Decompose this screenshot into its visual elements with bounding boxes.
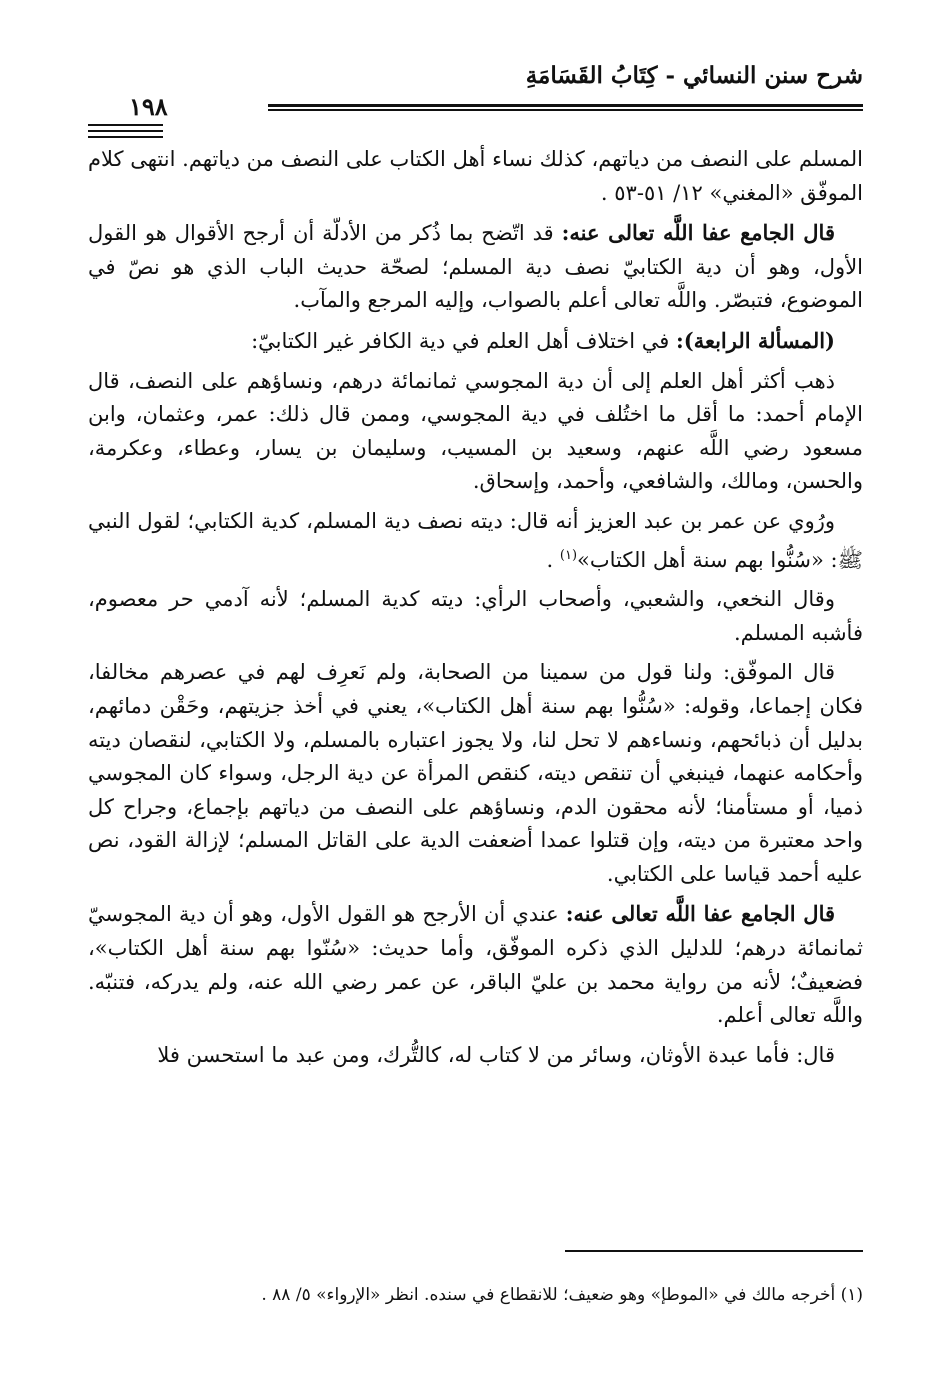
paragraph-3 [88, 324, 863, 359]
paragraph-8-text: عندي أن الأرجح هو القول الأول، وهو أن دية المجوسيّ ثمانمائة درهم؛ للدليل الذي ذكره الموفّق، وأما حديث: «سُنّوا بهم سنة أهل الكتاب»، فضعيفٌ؛ لأنه من رواية محمد بن عليّ الباقر، عن عمر رضي الله عنه، ولم يدركه، فتنبّه. واللَّه تعالى أعلم. [88, 902, 863, 1028]
footnote: (١) أخرجه مالك في «الموطإ» وهو ضعيف؛ للانقطاع في سنده. انظر «الإرواء» ٥/ ٨٨ . [261, 1285, 863, 1305]
paragraph-9: قال: فأما عبدة الأوثان، وسائر من لا كتاب له، كالتُّرك، ومن عبد ما استحسن فلا [157, 1042, 835, 1067]
paragraph-3-text: في اختلاف أهل العلم في دية الكافر غير الكتابيّ: [251, 328, 676, 353]
paragraph-4: ذهب أكثر أهل العلم إلى أن دية المجوسي ثمانمائة درهم، ونساؤهم على النصف، قال الإمام أحمد: ما أقل ما اختُلف في دية المجوسي، وممن قال ذلك: عمر، وعثمان، وابن مسعود رضي اللَّه عنهم، وسعيد بن المسيب، وسليمان بن يسار، وعطاء، وعكرمة، والحسن، ومالك، والشافعي، وأحمد، وإسحاق. [88, 368, 863, 494]
paragraph-5-text: ورُوي عن عمر بن عبد العزيز أنه قال: ديته نصف دية المسلم، كدية الكتابي؛ لقول النبي ﷺ: «سُنُّوا بهم سنة أهل الكتاب» [88, 508, 863, 572]
paragraph-3-lead: (المسألة الرابعة): [676, 327, 835, 353]
paragraph-2 [88, 216, 863, 318]
paragraph-2-lead: قال الجامع عفا اللَّه تعالى عنه: [561, 220, 835, 246]
footnote-separator [565, 1250, 863, 1252]
page-body [88, 143, 863, 1078]
paragraph-5-end: . [546, 547, 560, 572]
running-header [88, 62, 863, 122]
footnote-ref: (١) [559, 547, 578, 563]
paragraph-1: المسلم على النصف من دياتهم، كذلك نساء أهل الكتاب على النصف من دياتهم. انتهى كلام الموفّق «المغني» ١٢/ ٥١-٥٣ . [88, 147, 863, 205]
paragraph-6: وقال النخعي، والشعبي، وأصحاب الرأي: ديته كدية المسلم؛ لأنه آدمي حر معصوم، فأشبه المسلم. [88, 587, 863, 645]
paragraph-7: قال الموفّق: ولنا قول من سمينا من الصحابة، ولم نَعرِف لهم في عصرهم مخالفا، فكان إجماعا، وقوله: «سُنُّوا بهم سنة أهل الكتاب»، يعني في أخذ جزيتهم، وحَقْن دمائهم، بدليل أن ذبائحهم، ونساءهم لا تحل لنا، ولا يجوز اعتباره بالمسلم، ولا الكتابي، لنقصان ديته وأحكامه عنهما، فينبغي أن تنقص ديته، كنقص المرأة عن دية الرجل، وسواء كان المجوسي ذميا، أو مستأمنا؛ لأنه محقون الدم، ونساؤهم على النصف من دياتهم بإجماع، وجراح كل واحد معتبرة من ديته، وإن قتلوا عمدا أضعفت الدية على القاتل المسلم؛ لإزالة القود، نص عليه أحمد قياسا على الكتابي. [88, 660, 863, 886]
paragraph-5 [88, 505, 863, 577]
paragraph-8-lead: قال الجامع عفا اللَّه تعالى عنه: [565, 901, 836, 927]
paragraph-8 [88, 897, 863, 1032]
page-number: ١٩٨ [123, 92, 174, 121]
paragraph-2-text: قد اتّضح بما ذُكر من الأدلّة أن أرجح الأقوال هو القول الأول، وهو أن دية الكتابيّ نصف دية المسلم؛ لصحّة حديث الباب الذي هو نصّ في الموضوع، فتبصّر. واللَّه تعالى أعلم بالصواب، وإليه المرجع والمآب. [88, 221, 863, 313]
page-number-area [88, 90, 268, 120]
header-title: شرح سنن النسائي - كِتَابُ القَسَامَةِ [525, 62, 863, 89]
